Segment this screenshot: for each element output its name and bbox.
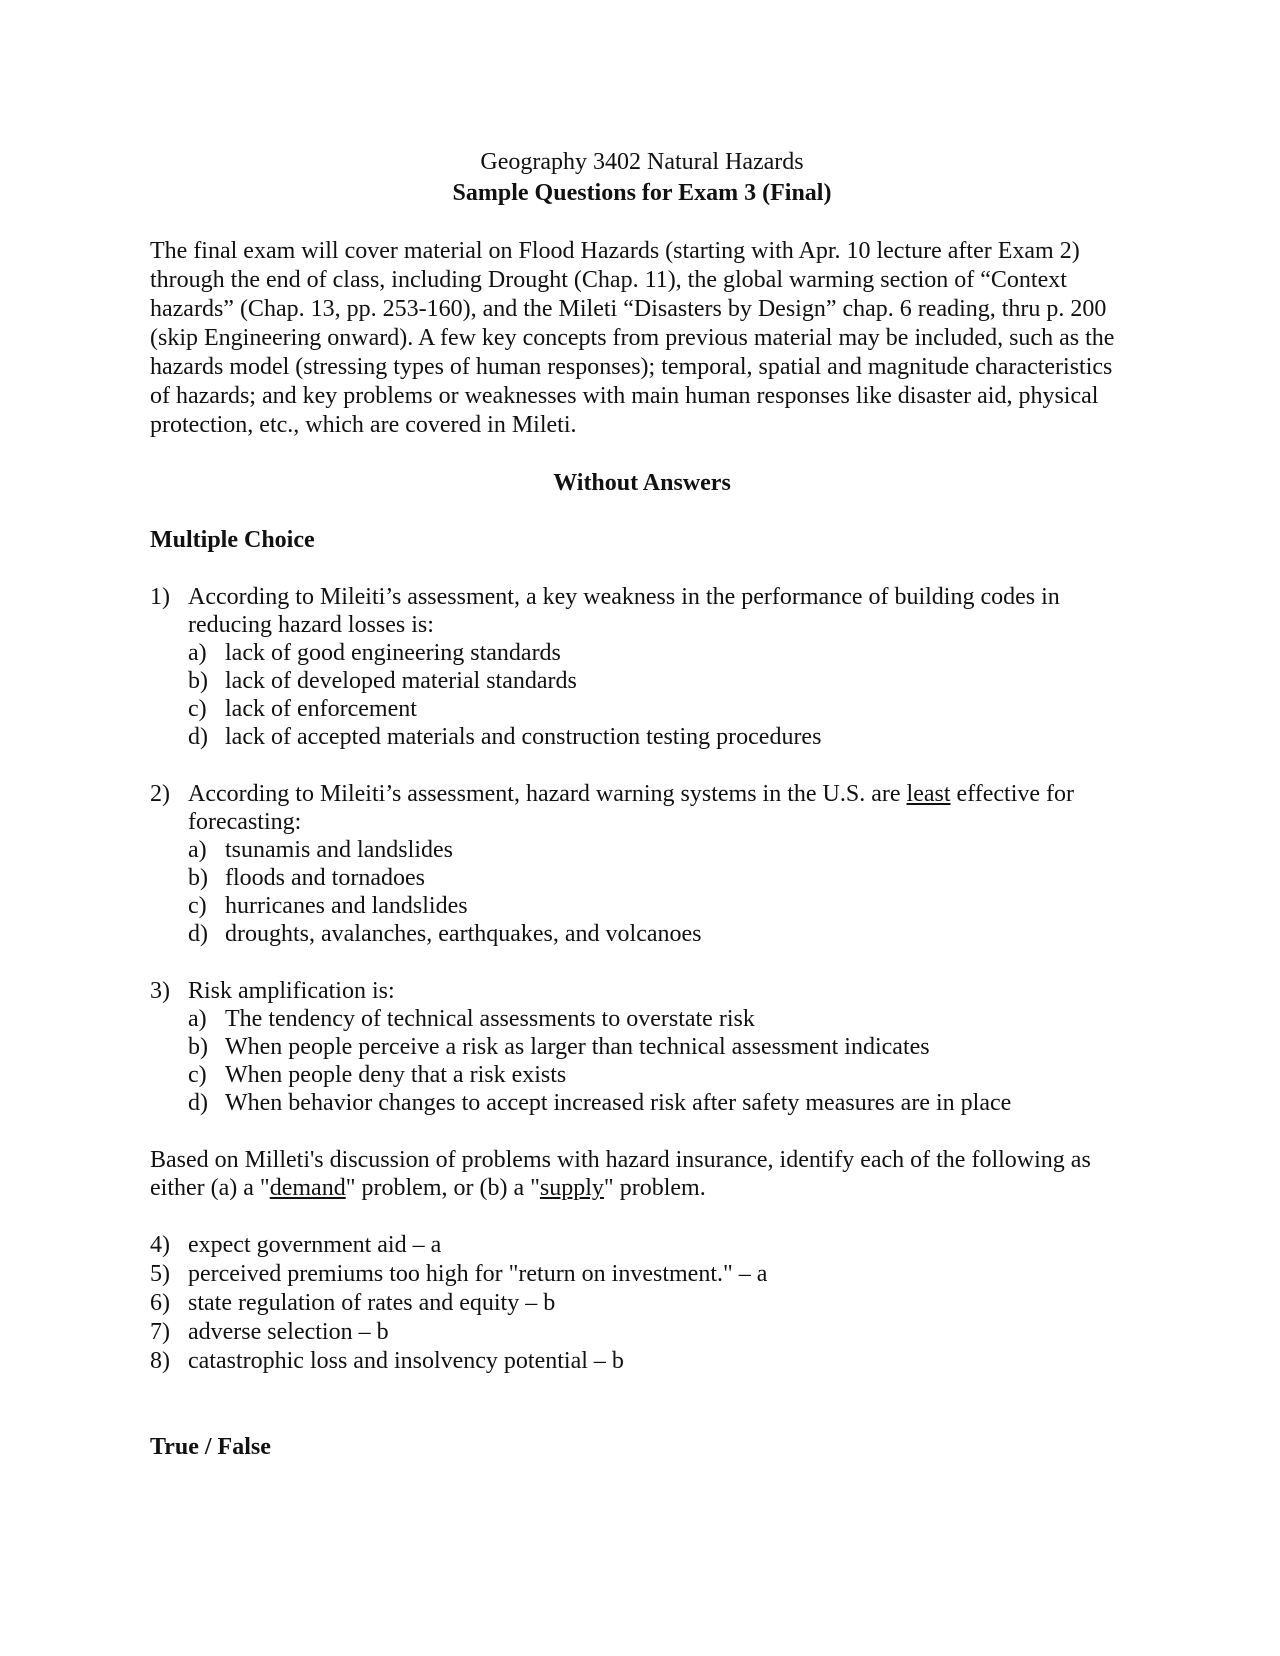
true-false-heading: True / False xyxy=(150,1434,271,1460)
list-item xyxy=(150,1347,1134,1376)
answer-option xyxy=(188,639,1134,667)
question-text xyxy=(188,780,1134,836)
option-text: lack of developed material standards xyxy=(225,668,577,694)
answer-options xyxy=(188,836,1134,948)
option-letter: c) xyxy=(188,696,207,722)
answer-option xyxy=(188,667,1134,695)
list-item xyxy=(150,1231,1134,1260)
demand-term: demand xyxy=(269,1175,346,1201)
question-text: Risk amplification is: xyxy=(188,978,395,1004)
question-2 xyxy=(150,780,1134,948)
answer-option xyxy=(188,892,1134,920)
question-number: 1) xyxy=(150,584,170,610)
option-letter: a) xyxy=(188,837,207,863)
item-number: 5) xyxy=(150,1261,170,1287)
list-item xyxy=(150,1260,1134,1289)
option-letter: c) xyxy=(188,893,207,919)
option-text: lack of accepted materials and construction testing procedures xyxy=(225,724,822,750)
question-3 xyxy=(150,977,1134,1117)
item-number: 6) xyxy=(150,1290,170,1316)
option-text: The tendency of technical assessments to overstate risk xyxy=(225,1006,755,1032)
instructions-part-3: " problem. xyxy=(603,1175,706,1201)
option-letter: a) xyxy=(188,640,207,666)
option-text: tsunamis and landslides xyxy=(225,837,453,863)
option-text: floods and tornadoes xyxy=(225,865,425,891)
answer-option xyxy=(188,1089,1134,1117)
answer-options xyxy=(188,639,1134,751)
option-text: lack of good engineering standards xyxy=(225,640,561,666)
answer-option xyxy=(188,723,1134,751)
item-number: 7) xyxy=(150,1319,170,1345)
option-letter: d) xyxy=(188,724,208,750)
answer-option xyxy=(188,920,1134,948)
item-number: 8) xyxy=(150,1348,170,1374)
underlined-word: least xyxy=(906,781,951,807)
option-letter: d) xyxy=(188,1090,208,1116)
answer-option xyxy=(188,1005,1134,1033)
option-text: When behavior changes to accept increased risk after safety measures are in place xyxy=(225,1090,1012,1116)
item-text: adverse selection – b xyxy=(188,1319,389,1345)
option-letter: a) xyxy=(188,1006,207,1032)
answer-option xyxy=(188,1033,1134,1061)
question-1 xyxy=(150,583,1134,751)
instructions-part-1: Based on Milleti's discussion of problems with hazard insurance, identify each of the following as either (a) a " xyxy=(150,1147,1091,1201)
document-page xyxy=(150,148,1134,1485)
answer-option xyxy=(188,1061,1134,1089)
insurance-instructions xyxy=(150,1146,1134,1202)
multiple-choice-heading: Multiple Choice xyxy=(150,527,315,553)
intro-paragraph: The final exam will cover material on Flood Hazards (starting with Apr. 10 lecture after Exam 2) through the end of class, including Drought (Chap. 11), the global warming section of “Context hazards” (Chap. 13, pp. 253-160), and the Mileti “Disasters by Design” chap. 6 reading, thru p. 200 (skip Engineering onward). A few key concepts from previous material may be included, such as the hazards model (stressing types of human responses); temporal, spatial and magnitude characteristics of hazards; and key problems or weaknesses with main human responses like disaster aid, physical protection, etc., which are covered in Mileti. xyxy=(150,238,1115,438)
course-title: Geography 3402 Natural Hazards xyxy=(480,149,804,175)
question-text-end: effective for forecasting: xyxy=(188,781,1074,835)
list-item xyxy=(150,1289,1134,1318)
option-text: When people perceive a risk as larger than technical assessment indicates xyxy=(225,1034,930,1060)
item-text: state regulation of rates and equity – b xyxy=(188,1290,556,1316)
item-number: 4) xyxy=(150,1232,170,1258)
supply-term: supply xyxy=(539,1175,604,1201)
option-text: droughts, avalanches, earthquakes, and volcanoes xyxy=(225,921,702,947)
option-letter: b) xyxy=(188,865,208,891)
option-letter: b) xyxy=(188,1034,208,1060)
question-text: According to Mileiti’s assessment, a key weakness in the performance of building codes in reducing hazard losses is: xyxy=(188,584,1060,638)
option-text: lack of enforcement xyxy=(225,696,417,722)
option-letter: d) xyxy=(188,921,208,947)
answer-option xyxy=(188,864,1134,892)
answer-options xyxy=(188,1005,1134,1117)
option-letter: b) xyxy=(188,668,208,694)
item-text: expect government aid – a xyxy=(188,1232,442,1258)
question-number: 2) xyxy=(150,781,170,807)
option-text: When people deny that a risk exists xyxy=(225,1062,567,1088)
item-text: perceived premiums too high for "return on investment." – a xyxy=(188,1261,768,1287)
answer-option xyxy=(188,836,1134,864)
item-text: catastrophic loss and insolvency potential – b xyxy=(188,1348,624,1374)
option-letter: c) xyxy=(188,1062,207,1088)
question-number: 3) xyxy=(150,978,170,1004)
instructions-part-2: " problem, or (b) a " xyxy=(345,1175,540,1201)
answer-option xyxy=(188,695,1134,723)
question-text-start: According to Mileiti’s assessment, hazard warning systems in the U.S. are xyxy=(188,781,907,807)
document-title: Sample Questions for Exam 3 (Final) xyxy=(452,180,832,206)
insurance-items xyxy=(150,1231,1134,1376)
option-text: hurricanes and landslides xyxy=(225,893,468,919)
list-item xyxy=(150,1318,1134,1347)
without-answers-heading: Without Answers xyxy=(553,470,731,496)
